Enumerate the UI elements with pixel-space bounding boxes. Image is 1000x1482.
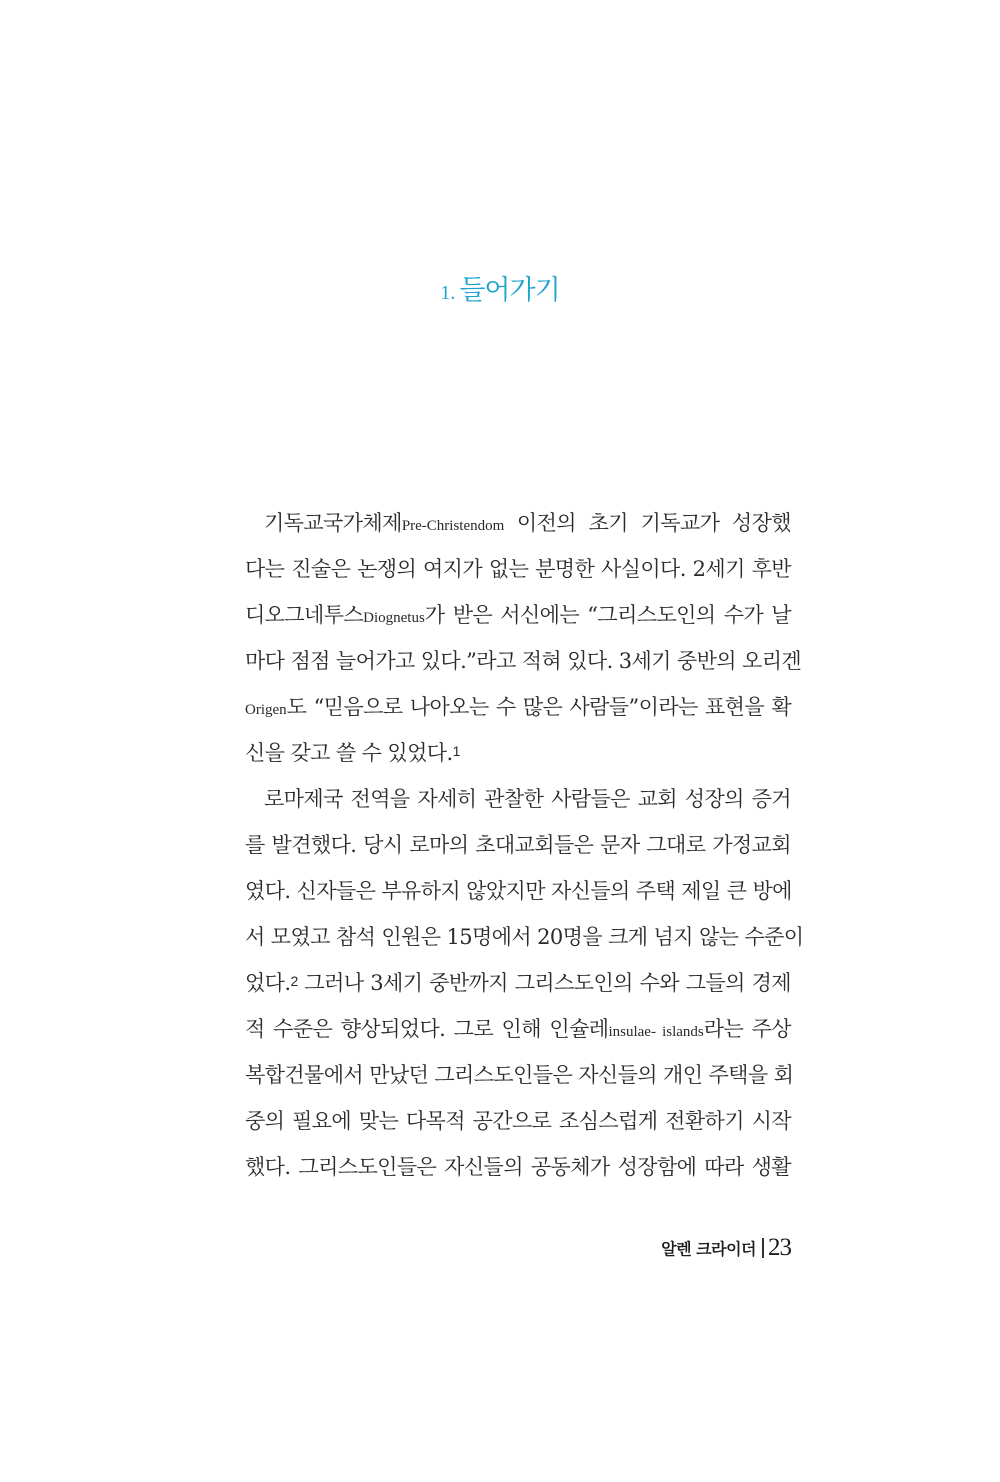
text-line	[245, 960, 791, 1006]
text-line	[245, 914, 804, 960]
text-segment: 기독교국가체제	[264, 511, 402, 535]
text-line	[245, 500, 791, 546]
text-line	[245, 546, 791, 592]
text-segment: 었다.	[245, 971, 291, 995]
page-footer	[661, 1234, 791, 1262]
latin-term: Pre-Christendom	[401, 518, 505, 534]
chapter-heading	[0, 268, 1000, 307]
footnote-reference: 2	[290, 973, 298, 989]
text-line	[245, 1144, 791, 1190]
chapter-number: 1.	[440, 282, 456, 304]
text-line	[245, 1006, 791, 1052]
text-line	[245, 1052, 794, 1098]
latin-term: insulae- islands	[608, 1024, 704, 1040]
latin-term: Diognetus	[363, 610, 425, 626]
text-segment: 중의 필요에 맞는 다목적 공간으로 조심스럽게 전환하기 시작	[245, 1109, 791, 1133]
text-line	[245, 638, 802, 684]
text-line	[245, 592, 791, 638]
text-segment: 도 “믿음으로 나아오는 수 많은 사람들”이라는 표현을 확	[286, 695, 791, 719]
text-segment: 였다. 신자들은 부유하지 않았지만 자신들의 주택 제일 큰 방에	[245, 879, 792, 903]
page-number: 23	[768, 1234, 791, 1261]
text-segment: 이전의 초기 기독교가 성장했	[504, 511, 791, 535]
text-segment: 그러나 3세기 중반까지 그리스도인의 수와 그들의 경제	[297, 971, 791, 995]
text-segment: 적 수준은 향상되었다. 그로 인해 인슐레	[245, 1017, 609, 1041]
latin-term: Origen	[245, 702, 287, 718]
text-segment: 가 받은 서신에는 “그리스도인의 수가 날	[424, 603, 791, 627]
footer-author: 알렌 크라이더	[661, 1239, 756, 1259]
chapter-title: 들어가기	[459, 275, 560, 306]
text-segment: 서 모였고 참석 인원은 15명에서 20명을 크게 넘지 않는 수준이	[245, 925, 804, 949]
text-segment: 로마제국 전역을 자세히 관찰한 사람들은 교회 성장의 증거	[264, 787, 791, 811]
text-line	[245, 684, 791, 730]
footnote-reference: 1	[452, 743, 460, 759]
text-segment: 다는 진술은 논쟁의 여지가 없는 분명한 사실이다. 2세기 후반	[245, 557, 791, 581]
text-segment: 복합건물에서 만났던 그리스도인들은 자신들의 개인 주택을 회	[245, 1063, 794, 1087]
text-segment: 했다. 그리스도인들은 자신들의 공동체가 성장함에 따라 생활	[245, 1155, 791, 1179]
text-segment: 신을 갖고 쓸 수 있었다.	[245, 741, 453, 765]
text-line	[245, 776, 791, 822]
text-line	[245, 730, 791, 776]
body-text	[245, 500, 804, 1190]
text-segment: 라는 주상	[703, 1017, 791, 1041]
footer-divider	[762, 1238, 764, 1258]
text-line	[245, 868, 791, 914]
text-segment: 를 발견했다. 당시 로마의 초대교회들은 문자 그대로 가정교회	[245, 833, 791, 857]
text-segment: 마다 점점 늘어가고 있다.”라고 적혀 있다. 3세기 중반의 오리겐	[245, 649, 802, 673]
text-line	[245, 1098, 791, 1144]
text-segment: 디오그네투스	[245, 603, 364, 627]
text-line	[245, 822, 791, 868]
